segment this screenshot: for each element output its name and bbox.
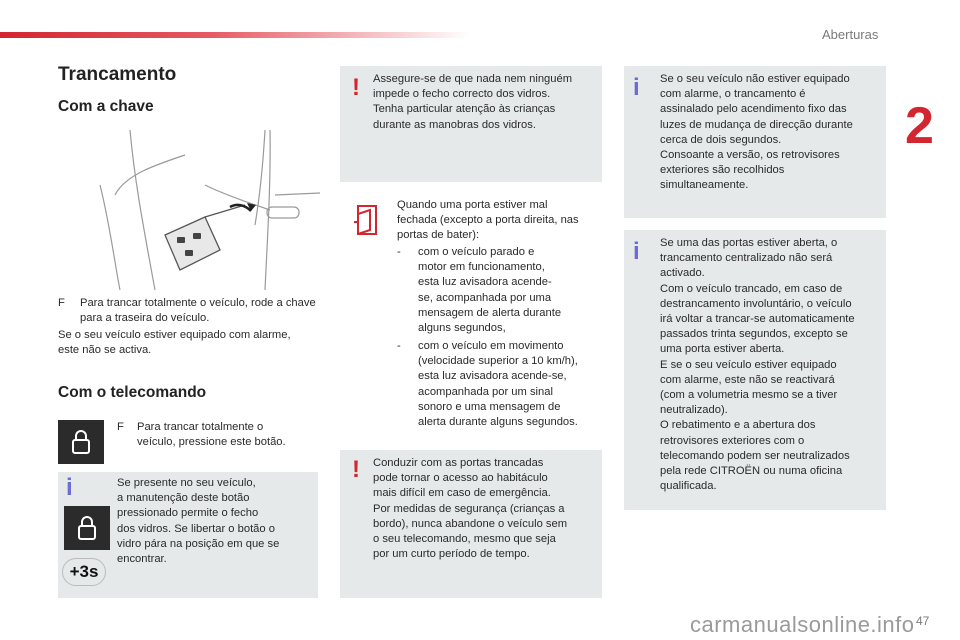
door-open-warning-icon [352, 200, 382, 238]
door-warning-intro: Quando uma porta estiver mal fechada (excepto a porta direita, nas portas de bater): [397, 199, 579, 242]
info-central-locking-text: Se uma das portas estiver aberta, o trancamento centralizado não será activado. Com o veículo trancado, em caso de destrancamento involuntário, o veículo irá voltar a trancar-se automaticamente passados trinta segundos, excepto se uma porta estiver aberta. E se o seu veículo estiver equipado com alarme, este não se reactivará (com a volumetria mesmo se a tiver neutralizado). O rebatimento e a abertura dos retrovisores exteriores com o telecomando podem ser neutralizados pela rede CITROËN ou numa oficina qualificada. [660, 237, 855, 493]
info-icon: i [633, 74, 640, 101]
timer-icon: +3s [62, 558, 106, 586]
warning-icon: ! [352, 74, 360, 101]
door-warning-item-2: com o veículo em movimento (velocidade superior a 10 km/h), esta luz avisadora acende-se, acompanhada por um sinal sonoro e uma mensagem de alerta durante alguns segundos. [418, 340, 578, 429]
page-title: Trancamento [58, 64, 177, 85]
watermark: carmanualsonline.info [690, 612, 915, 637]
section-title: Aberturas [822, 27, 879, 42]
lock-button-icon [64, 506, 110, 550]
key-instruction: Para trancar totalmente o veículo, rode a chave para a traseira do veículo. [80, 297, 316, 325]
door-key-illustration [95, 125, 320, 290]
bullet-marker: F [117, 421, 124, 433]
warning-windows-text: Assegure-se de que nada nem ninguém impede o fecho correcto dos vidros. Tenha particular atenção às crianças durante as manobras dos vidros. [373, 73, 573, 131]
list-dash: - [397, 340, 401, 352]
key-heading: Com a chave [58, 98, 154, 115]
lock-button-icon [58, 420, 104, 464]
bullet-marker: F [58, 297, 65, 309]
warning-icon: ! [352, 456, 360, 483]
remote-info-text: Se presente no seu veículo, a manutenção deste botão pressionado permite o fecho dos vidros. Se libertar o botão o vidro pára na posição em que se encontrar. [117, 477, 280, 566]
page-number: 47 [916, 614, 930, 628]
door-warning-item-1: com o veículo parado e motor em funcionamento, esta luz avisadora acende- se, acompanhada por uma mensagem de alerta durante alguns segundos, [418, 246, 562, 335]
warning-driving-text: Conduzir com as portas trancadas pode tornar o acesso ao habitáculo mais difícil em caso de emergência. Por medidas de segurança (crianças a bordo), nunca abandone o veículo sem o seu telecomando, mesmo que seja por um curto período de tempo. [373, 457, 568, 561]
remote-instruction: Para trancar totalmente o veículo, pressione este botão. [137, 421, 286, 449]
chapter-number: 2 [905, 97, 934, 155]
info-icon: i [633, 238, 640, 265]
list-dash: - [397, 246, 401, 258]
info-icon: i [66, 474, 73, 501]
key-note: Se o seu veículo estiver equipado com alarme, este não se activa. [58, 329, 291, 357]
header-accent-bar [0, 32, 470, 38]
info-alarm-text: Se o seu veículo não estiver equipado com alarme, o trancamento é assinalado pelo acendimento fixo das luzes de mudança de direcção durante cerca de dois segundos. Consoante a versão, os retrovisores exteriores são recolhidos simultaneamente. [660, 73, 853, 192]
remote-heading: Com o telecomando [58, 384, 207, 401]
